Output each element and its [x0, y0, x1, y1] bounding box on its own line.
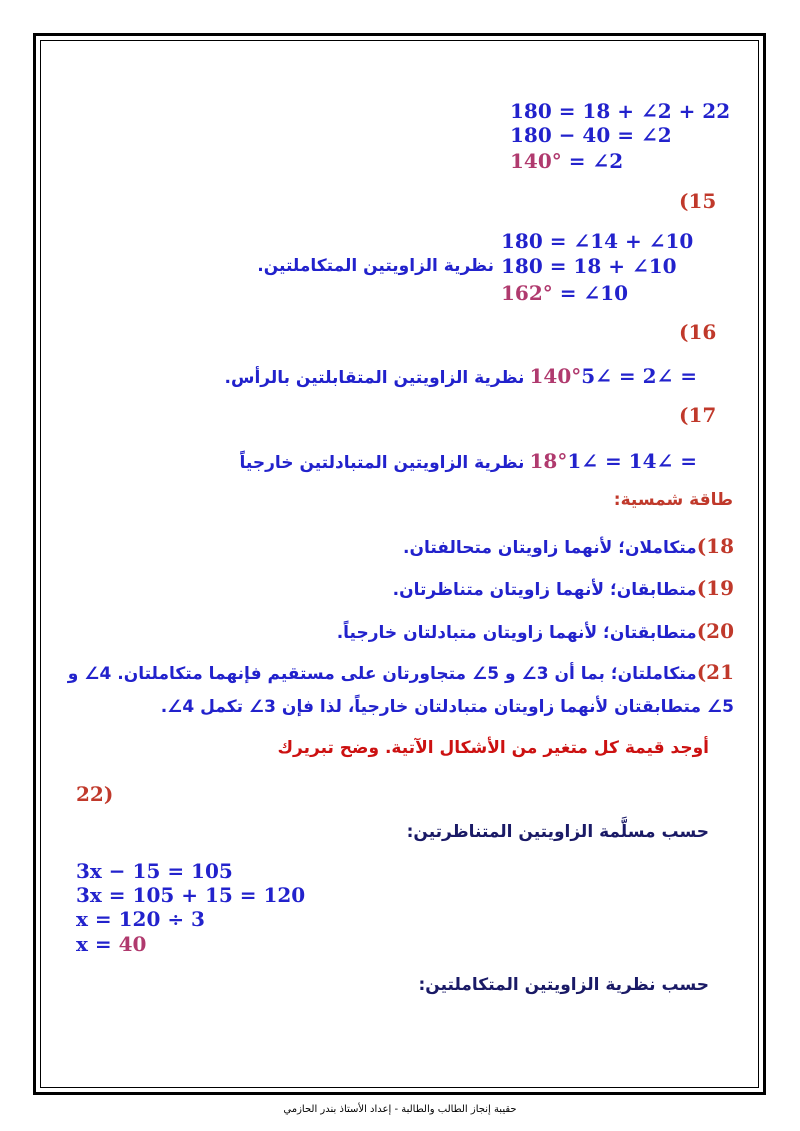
q15-reason: نظرية الزاويتين المتكاملتين. [257, 256, 494, 276]
instruction: أوجد قيمة كل متغير من الأشكال الآتية. وضح تبريرك [277, 738, 709, 758]
q17-reason: نظرية الزاويتين المتبادلتين خارجياً [239, 453, 525, 473]
item-20-num: 20) [696, 619, 734, 643]
item-21-text-2: 5∠ متطابقتان لأنهما زاويتان متبادلتان خارجياً، لذا فإن 3∠ تكمل 4∠. [160, 697, 734, 717]
item-21-text: متكاملتان؛ بما أن 3∠ و 5∠ متجاورتان على مستقيم فإنهما متكاملتان. 4∠ و [67, 664, 697, 684]
eq-22-line3: x = 120 ÷ 3 [76, 907, 205, 931]
eq-22-line2: 3x = 105 + 15 = 120 [76, 883, 306, 907]
solar-item-21 [68, 660, 734, 684]
item-19-text: متطابقان؛ لأنهما زاويتان متناظرتان. [392, 580, 697, 600]
solar-item-20 [337, 619, 734, 643]
solar-item-18 [403, 534, 734, 558]
solar-item-19 [393, 576, 734, 600]
q16-label: (16 [679, 320, 717, 344]
q22-label: 22) [76, 782, 114, 806]
q17-label: (17 [679, 403, 717, 427]
q16-reason: نظرية الزاويتين المتقابلتين بالرأس. [224, 368, 525, 388]
q16-line [225, 364, 697, 388]
q17-line [240, 449, 697, 473]
eq-15-result: 162° [501, 281, 553, 305]
page-footer: حقيبة إنجاز الطالب والطالبة - إعداد الأستاذ بندر الحازمي [283, 1104, 517, 1115]
solar-item-21-line2 [161, 697, 734, 717]
item-18-num: 18) [696, 534, 734, 558]
solar-title: طاقة شمسية: [613, 490, 733, 510]
eq-22-result: 40 [118, 932, 147, 956]
eq-22-line1: 3x − 15 = 105 [76, 859, 233, 883]
q17-eq: 1∠ = 14∠ = [567, 449, 697, 473]
eq-14-rest: = ∠2 [561, 149, 624, 173]
item-18-text: متكاملان؛ لأنهما زاويتان متحالفتان. [403, 538, 697, 558]
eq-15-line3 [501, 282, 628, 304]
q16-eq: 5∠ = 2∠ = [581, 364, 697, 388]
eq-14-line2: 180 − 40 = ∠2 [510, 123, 672, 147]
eq-15-line2: 180 = 18 + ∠10 [501, 254, 677, 278]
q17-value: 18° [529, 449, 568, 473]
eq-14-line1: 180 = 18 + ∠2 + 22 [510, 99, 731, 123]
eq-15-rest: = ∠10 [552, 281, 629, 305]
eq-22-prefix: x = [76, 932, 119, 956]
q15-label: (15 [679, 189, 717, 213]
eq-15-line1: 180 = ∠14 + ∠10 [501, 229, 694, 253]
eq-14-result: 140° [510, 149, 562, 173]
item-21-num: 21) [696, 660, 734, 684]
item-19-num: 19) [696, 576, 734, 600]
q22-postulate: حسب مسلَّمة الزاويتين المتناظرتين: [406, 822, 709, 842]
item-20-text: متطابقتان؛ لأنهما زاويتان متبادلتان خارجياً. [336, 623, 697, 643]
q22-theorem: حسب نظرية الزاويتين المتكاملتين: [418, 975, 709, 995]
eq-22-line4 [76, 933, 146, 955]
q16-value: 140° [529, 364, 582, 388]
eq-14-line3 [510, 150, 623, 172]
